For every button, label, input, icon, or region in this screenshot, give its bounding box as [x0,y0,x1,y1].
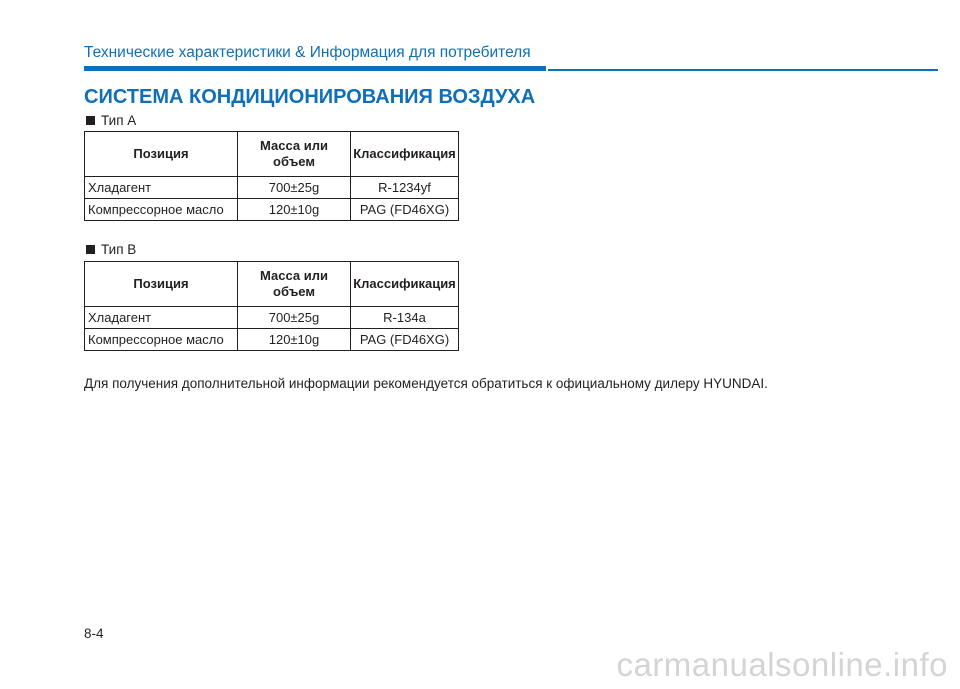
dealer-footnote: Для получения дополнительной информации рекомендуется обратиться к официальному дилеру HYUNDAI. [84,376,768,391]
cell-position: Компрессорное масло [85,199,238,221]
col-header-mass [238,262,351,307]
table-row [85,177,459,199]
cell-position: Хладагент [85,177,238,199]
header-rule-thick [84,66,546,71]
cell-classification: R-134a [351,307,459,329]
header-rule-thin [548,69,938,71]
col-header-position: Позиция [85,262,238,307]
cell-classification: R-1234yf [351,177,459,199]
cell-position: Хладагент [85,307,238,329]
square-bullet-icon [86,245,95,254]
type-b-label [86,242,136,257]
table-row [85,307,459,329]
watermark: carmanualsonline.info [616,646,948,683]
col-header-mass [238,132,351,177]
cell-mass: 700±25g [238,307,351,329]
spec-table-type-b [84,261,459,351]
type-a-label [86,113,136,128]
cell-mass: 120±10g [238,329,351,351]
cell-mass: 700±25g [238,177,351,199]
col-header-classification: Классификация [351,262,459,307]
table-header-row [85,132,459,177]
cell-mass: 120±10g [238,199,351,221]
table-row [85,329,459,351]
type-a-label-text: Тип A [101,113,137,128]
col-header-mass-text: Масса или объем [260,138,328,169]
col-header-mass-text: Масса или объем [260,268,328,299]
cell-classification: PAG (FD46XG) [351,199,459,221]
page-number: 8-4 [84,626,104,641]
col-header-classification: Классификация [351,132,459,177]
spec-table-type-a [84,131,459,221]
cell-classification: PAG (FD46XG) [351,329,459,351]
square-bullet-icon [86,116,95,125]
section-title: СИСТЕМА КОНДИЦИОНИРОВАНИЯ ВОЗДУХА [84,86,536,108]
table-row [85,199,459,221]
table-header-row [85,262,459,307]
header-title: Технические характеристики & Информация для потребителя [84,44,531,61]
type-b-label-text: Тип B [101,242,137,257]
cell-position: Компрессорное масло [85,329,238,351]
col-header-position: Позиция [85,132,238,177]
